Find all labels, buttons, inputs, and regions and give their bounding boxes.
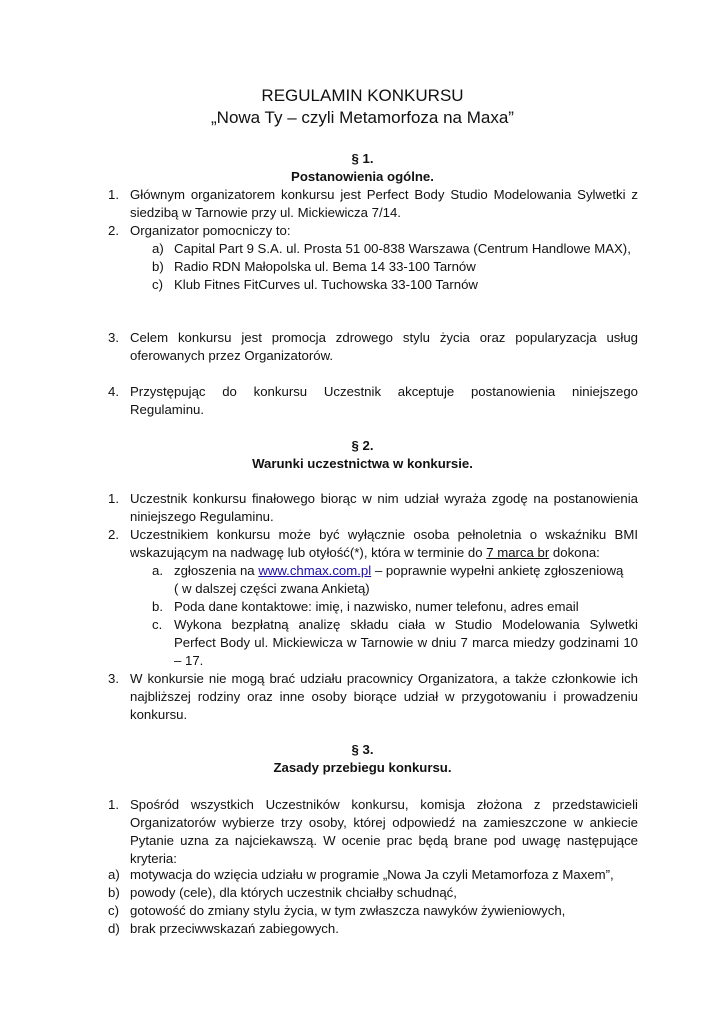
s3-criterion-b-text: powody (cele), dla których uczestnik chciałby schudnąć, (130, 885, 457, 900)
section-2-number: § 2. (351, 438, 374, 453)
document-title: REGULAMIN KONKURSU (261, 86, 464, 105)
s2-item-2-line-2-text: wskazującym na nadwagę lub otyłość(*), która w terminie do (130, 545, 487, 560)
s1-sub-c-letter: c) (152, 277, 163, 292)
s2-item-1-line-2: niniejszego Regulaminu. (130, 509, 274, 524)
s1-item-3-line-2: oferowanych przez Organizatorów. (130, 348, 334, 363)
s2-item-3-line-2: najbliższej rodziny oraz inne osoby biorące udział w przygotowaniu i prowadzeniu (130, 689, 638, 704)
s1-item-2-number: 2. (108, 223, 119, 238)
s1-item-3-number: 3. (108, 330, 119, 345)
s1-item-1-number: 1. (108, 187, 119, 202)
s2-item-1-line-1: Uczestnik konkursu finałowego biorąc w nim udział wyraża zgodę na postanowienia (130, 491, 638, 506)
s2-item-2-line-1: Uczestnikiem konkursu może być wyłącznie osoba pełnoletnia o wskaźniku BMI (130, 527, 638, 542)
s2-item-1-number: 1. (108, 491, 119, 506)
s2-item-2-line-2-end: dokona: (549, 545, 600, 560)
s3-item-1-line-4: kryteria: (130, 851, 177, 866)
section-3-number: § 3. (351, 742, 374, 757)
s3-criterion-d-text: brak przeciwwskazań zabiegowych. (130, 921, 339, 936)
s1-sub-a-text: Capital Part 9 S.A. ul. Prosta 51 00-838 Warszawa (Centrum Handlowe MAX), (174, 241, 631, 256)
s2-sub-b-text: Poda dane kontaktowe: imię, i nazwisko, numer telefonu, adres email (174, 599, 579, 614)
s3-criterion-d-letter: d) (108, 921, 120, 936)
s2-item-3-number: 3. (108, 671, 119, 686)
s2-item-3-line-1: W konkursie nie mogą brać udziału pracownicy Organizatora, a także członkowie ich (130, 671, 638, 686)
s2-sub-a-letter: a. (152, 563, 163, 578)
deadline-date: 7 marca br (486, 545, 550, 560)
section-2-heading: Warunki uczestnictwa w konkursie. (252, 456, 473, 471)
s1-item-4-line-2: Regulaminu. (130, 402, 205, 417)
s1-item-3-line-1: Celem konkursu jest promocja zdrowego stylu życia oraz popularyzacja usług (130, 330, 638, 345)
s1-sub-b-letter: b) (152, 259, 164, 274)
s2-sub-c-line-3: – 17. (174, 653, 204, 668)
s1-item-1-line-1: Głównym organizatorem konkursu jest Perfect Body Studio Modelowania Sylwetki z (130, 187, 638, 202)
section-1-number: § 1. (351, 151, 374, 166)
s1-sub-a-letter: a) (152, 241, 164, 256)
s1-sub-c-text: Klub Fitnes FitCurves ul. Tuchowska 33-100 Tarnów (174, 277, 478, 292)
s1-item-1-line-2: siedzibą w Tarnowie przy ul. Mickiewicza 7/14. (130, 205, 401, 220)
s3-criterion-a-text: motywacja do wzięcia udziału w programie „Nowa Ja czyli Metamorfoza z Maxem”, (130, 867, 614, 882)
s3-criterion-b-letter: b) (108, 885, 120, 900)
s1-item-4-number: 4. (108, 384, 119, 399)
s2-sub-b-letter: b. (152, 599, 163, 614)
s2-sub-a-text-end: – poprawnie wypełni ankietę zgłoszeniową (371, 563, 624, 578)
s2-sub-c-line-1: Wykona bezpłatną analizę składu ciała w Studio Modelowania Sylwetki (174, 617, 638, 632)
s2-sub-a-line-1 (174, 562, 623, 580)
s1-sub-b-text: Radio RDN Małopolska ul. Bema 14 33-100 Tarnów (174, 259, 476, 274)
s1-item-4-line-1: Przystępując do konkursu Uczestnik akceptuje postanowienia niniejszego (130, 384, 638, 399)
s3-criterion-a-letter: a) (108, 867, 120, 882)
document-subtitle: „Nowa Ty – czyli Metamorfoza na Maxa” (211, 108, 514, 127)
s2-sub-c-letter: c. (152, 617, 163, 632)
s2-item-3-line-3: konkursu. (130, 707, 188, 722)
s3-item-1-line-1: Spośród wszystkich Uczestników konkursu, komisja złożona z przedstawicieli (130, 797, 638, 812)
section-1-heading: Postanowienia ogólne. (291, 169, 434, 184)
s3-criterion-c-letter: c) (108, 903, 119, 918)
s3-item-1-line-2: Organizatorów wybierze trzy osoby, której odpowiedź na zamieszczone w ankiecie (130, 815, 638, 830)
s2-item-2-line-2 (130, 544, 600, 562)
section-3-heading: Zasady przebiegu konkursu. (273, 760, 452, 775)
chmax-website-link[interactable]: www.chmax.com.pl (258, 563, 372, 578)
s1-item-2-line-1: Organizator pomocniczy to: (130, 223, 291, 238)
s2-sub-c-line-2: Perfect Body ul. Mickiewicza w Tarnowie w dniu 7 marca miedzy godzinami 10 (174, 635, 638, 650)
s2-sub-a-text: zgłoszenia na (174, 563, 259, 578)
s2-sub-a-line-2: ( w dalszej części zwana Ankietą) (174, 581, 370, 596)
s2-item-2-number: 2. (108, 527, 119, 542)
s3-criterion-c-text: gotowość do zmiany stylu życia, w tym zwłaszcza nawyków żywieniowych, (130, 903, 566, 918)
s3-item-1-number: 1. (108, 797, 119, 812)
s3-item-1-line-3: Pytanie uzna za najciekawszą. W ocenie prac będą brane pod uwagę następujące (130, 833, 638, 848)
